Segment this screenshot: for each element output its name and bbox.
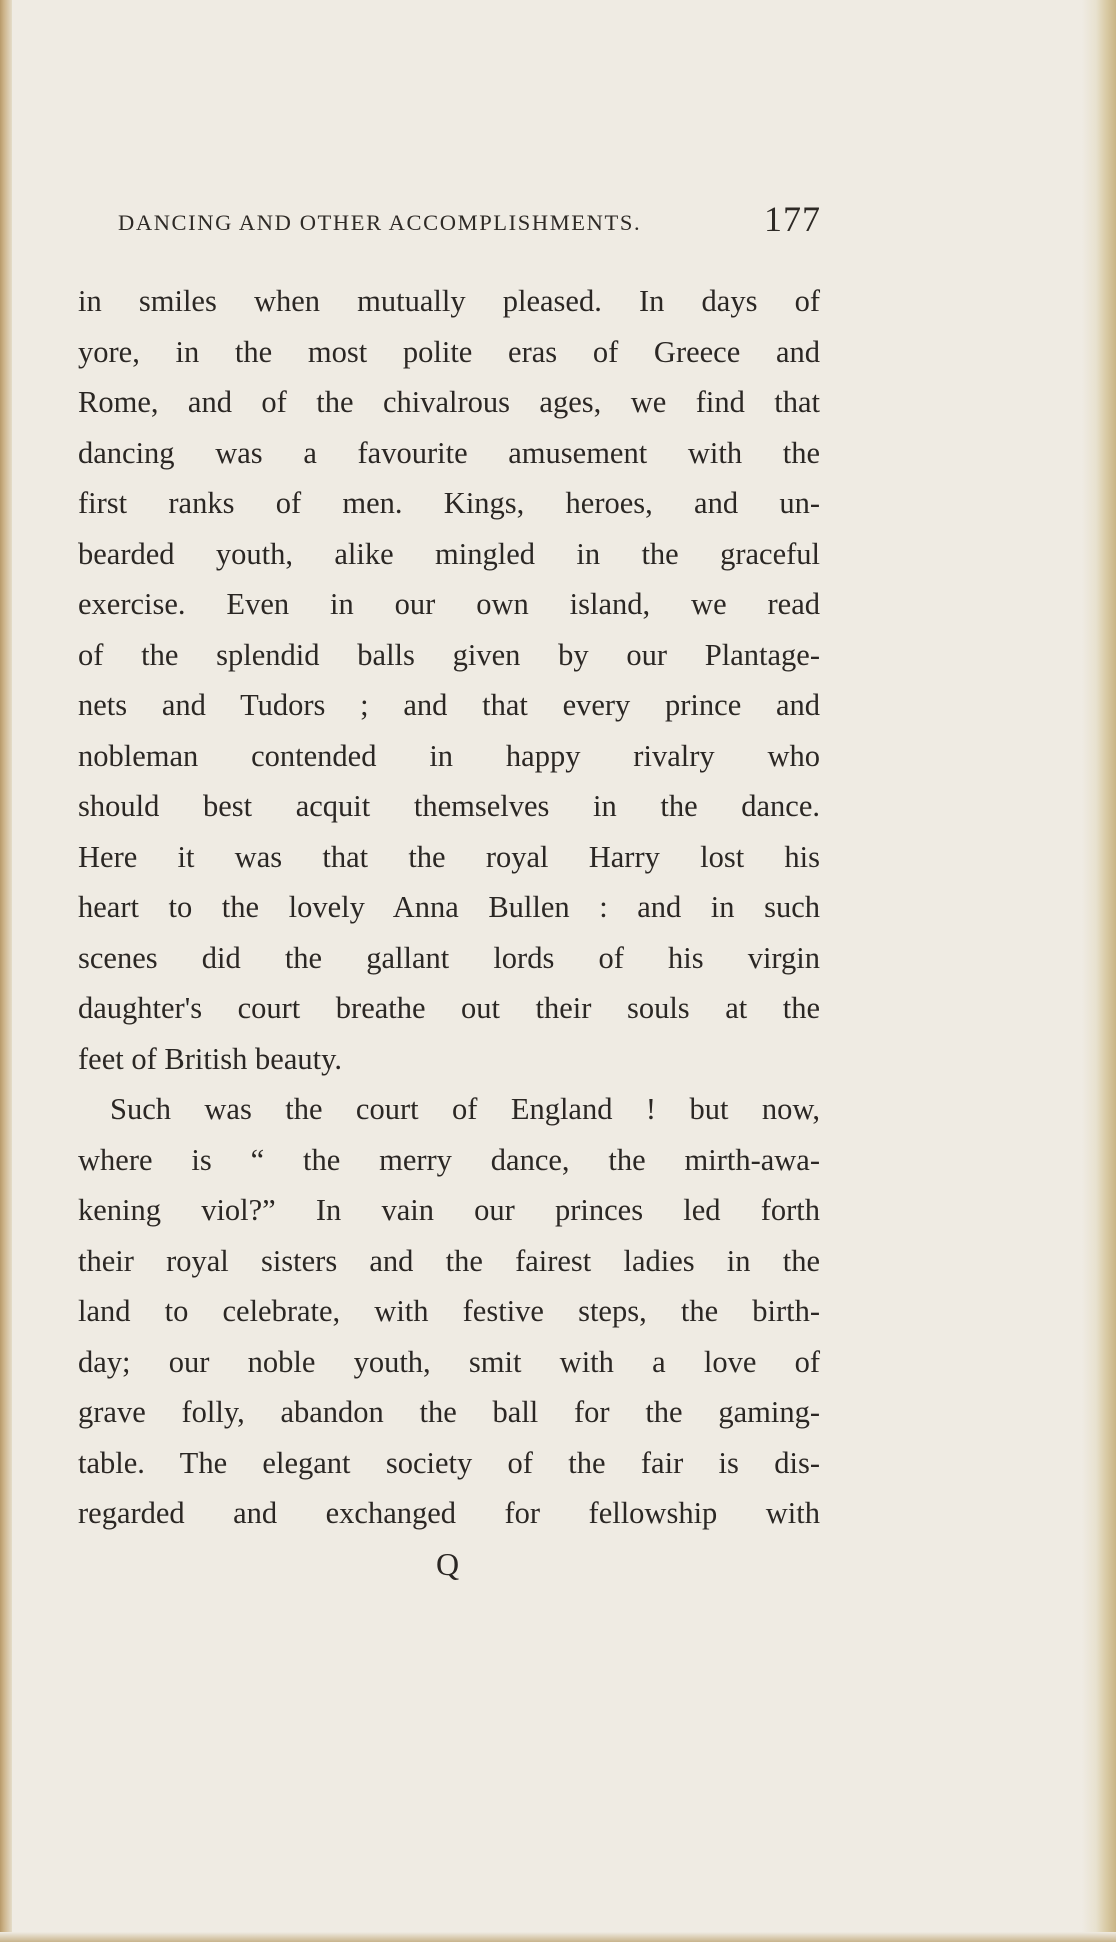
text-line: nets and Tudors ; and that every prince and xyxy=(78,688,820,722)
text-line: daughter's court breathe out their souls at the xyxy=(78,991,820,1025)
page-fore-edge xyxy=(1082,0,1116,1942)
text-line: Such was the court of England ! but now, xyxy=(110,1092,820,1126)
text-line: their royal sisters and the fairest ladies in the xyxy=(78,1243,820,1278)
page-gutter xyxy=(0,0,12,1942)
text-line: land to celebrate, with festive steps, the birth- xyxy=(78,1294,820,1328)
text-line: scenes did the gallant lords of his virgin xyxy=(78,940,820,975)
text-line: exercise. Even in our own island, we read xyxy=(78,587,820,621)
text-line: feet of British beauty. xyxy=(78,1041,342,1076)
body-text xyxy=(78,276,820,1539)
page-header xyxy=(112,198,822,238)
page-number: 177 xyxy=(764,199,821,239)
text-line: bearded youth, alike mingled in the graceful xyxy=(78,536,820,571)
text-line: where is “ the merry dance, the mirth-awa- xyxy=(78,1142,820,1177)
text-line: heart to the lovely Anna Bullen : and in such xyxy=(78,890,820,924)
text-line: Rome, and of the chivalrous ages, we find that xyxy=(78,385,820,419)
text-line: nobleman contended in happy rivalry who xyxy=(78,738,820,773)
text-line: dancing was a favourite amusement with the xyxy=(78,435,820,470)
text-line: day; our noble youth, smit with a love of xyxy=(78,1344,820,1379)
paragraph xyxy=(78,1084,820,1539)
page-bottom-edge xyxy=(0,1932,1116,1942)
text-line: kening viol?” In vain our princes led forth xyxy=(78,1193,820,1227)
text-line: table. The elegant society of the fair is dis- xyxy=(78,1445,820,1480)
text-line: first ranks of men. Kings, heroes, and un- xyxy=(78,486,820,520)
text-line: grave folly, abandon the ball for the gaming- xyxy=(78,1395,820,1429)
text-line: of the splendid balls given by our Plantage- xyxy=(78,637,820,672)
paragraph xyxy=(78,276,820,1084)
text-line: should best acquit themselves in the dance. xyxy=(78,789,820,823)
running-title: DANCING AND OTHER ACCOMPLISHMENTS. xyxy=(118,210,642,235)
text-line: yore, in the most polite eras of Greece and xyxy=(78,334,820,369)
text-line: regarded and exchanged for fellowship with xyxy=(78,1496,820,1530)
text-line: Here it was that the royal Harry lost his xyxy=(78,839,820,874)
signature-mark: Q xyxy=(436,1546,460,1582)
text-line: in smiles when mutually pleased. In days of xyxy=(78,284,820,318)
